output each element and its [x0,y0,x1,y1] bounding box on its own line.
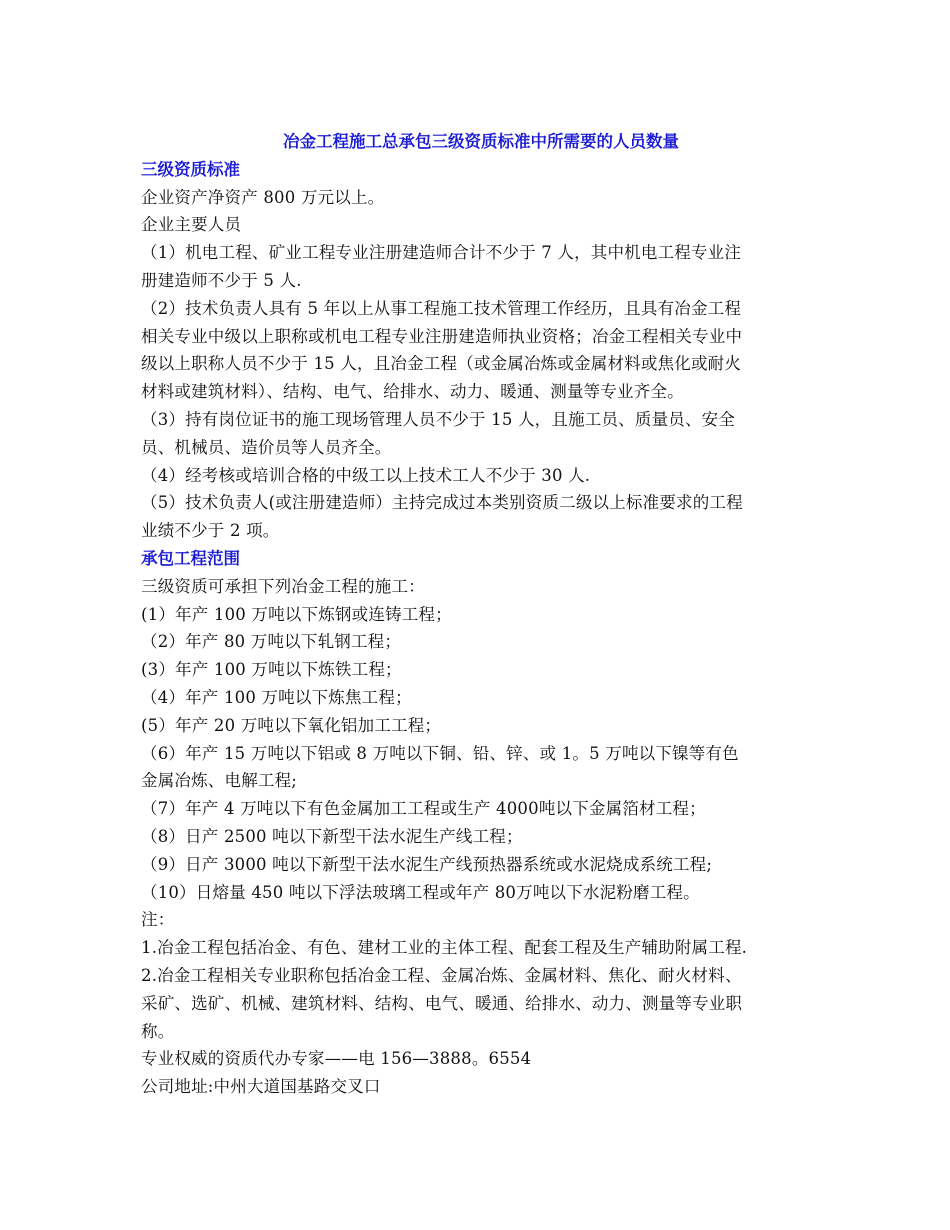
paragraph-line: （7）年产 4 万吨以下有色金属加工工程或生产 4000吨以下金属箔材工程； [141,799,706,819]
note-line: 2.冶金工程相关专业职称包括冶金工程、金属冶炼、金属材料、焦化、耐火材料、 [141,965,742,985]
contact-line: 专业权威的资质代办专家——电 156—3888。6554 [141,1049,532,1069]
paragraph-line: 相关专业中级以上职称或机电工程专业注册建造师执业资格；冶金工程相关专业中 [141,326,743,346]
paragraph-line: 企业资产净资产 800 万元以上。 [141,187,385,207]
paragraph-line: (5）年产 20 万吨以下氧化铝加工工程； [141,715,442,735]
paragraph-line: （4）经考核或培训合格的中级工以上技术工人不少于 30 人. [141,465,591,485]
paragraph-line: （2）年产 80 万吨以下轧钢工程； [141,632,402,652]
note-line: 1.冶金工程包括冶金、有色、建材工业的主体工程、配套工程及生产辅助附属工程. [141,938,748,958]
section-body-contract-scope [141,573,821,1101]
paragraph-line: （5）技术负责人(或注册建造师）主持完成过本类别资质二级以上标准要求的工程 [141,493,743,513]
paragraph-line: （10）日熔量 450 吨以下浮法玻璃工程或年产 80万吨以下水泥粉磨工程。 [141,882,700,902]
paragraph-line: 员、机械员、造价员等人员齐全。 [141,437,392,457]
paragraph-line: 三级资质可承担下列冶金工程的施工： [141,576,425,596]
paragraph-line: 企业主要人员 [141,215,242,235]
section-body-qualification-standard [141,184,821,545]
document-title: 冶金工程施工总承包三级资质标准中所需要的人员数量 [283,132,679,151]
note-line: 采矿、选矿、机械、建筑材料、结构、电气、暖通、给排水、动力、测量等专业职 [141,993,743,1013]
paragraph-line: 材料或建筑材料）、结构、电气、给排水、动力、暖通、测量等专业齐全。 [141,382,684,402]
paragraph-line: 金属冶炼、电解工程; [141,771,298,791]
paragraph-line: （8）日产 2500 吨以下新型干法水泥生产线工程； [141,826,523,846]
paragraph-line: 级以上职称人员不少于 15 人，且冶金工程（或金属冶炼或金属材料或焦化或耐火 [141,354,742,374]
paragraph-line: (1）年产 100 万吨以下炼钢或连铸工程； [141,604,452,624]
paragraph-line: 册建造师不少于 5 人. [141,270,302,290]
note-line: 称。 [141,1021,175,1041]
address-line: 公司地址:中州大道国基路交叉口 [141,1077,381,1097]
section-heading-qualification-standard: 三级资质标准 [141,159,240,179]
paragraph-line: （4）年产 100 万吨以下炼焦工程； [141,687,412,707]
paragraph-line: （6）年产 15 万吨以下铝或 8 万吨以下铜、铅、锌、或 1。5 万吨以下镍等有色 [141,743,739,763]
paragraph-line: (3）年产 100 万吨以下炼铁工程； [141,660,402,680]
notes-label: 注： [141,910,175,930]
paragraph-line: （2）技术负责人具有 5 年以上从事工程施工技术管理工作经历，且具有冶金工程 [141,298,742,318]
document-page [141,128,821,1101]
paragraph-line: （9）日产 3000 吨以下新型干法水泥生产线预热器系统或水泥烧成系统工程; [141,854,713,874]
paragraph-line: （3）持有岗位证书的施工现场管理人员不少于 15 人，且施工员、质量员、安全 [141,409,736,429]
paragraph-line: （1）机电工程、矿业工程专业注册建造师合计不少于 7 人，其中机电工程专业注 [141,243,742,263]
section-heading-contract-scope: 承包工程范围 [141,548,240,568]
paragraph-line: 业绩不少于 2 项。 [141,521,280,541]
